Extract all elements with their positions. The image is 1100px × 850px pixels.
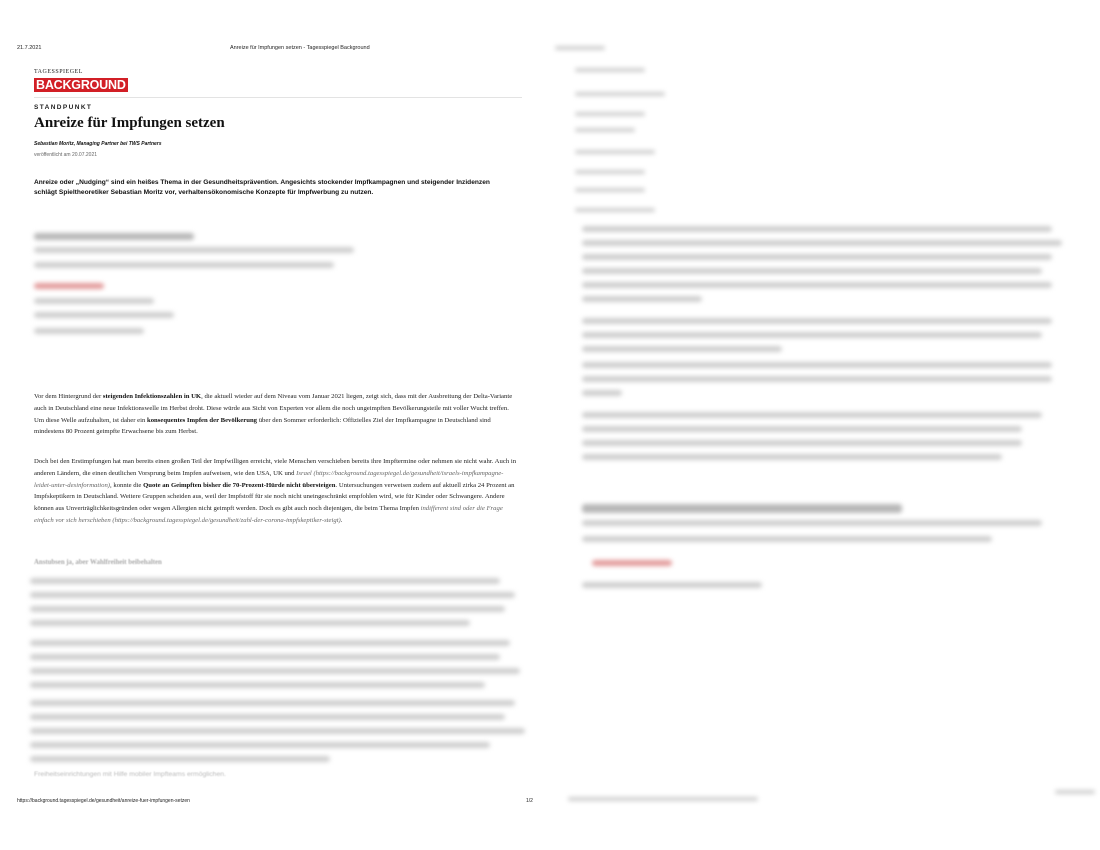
article-paragraph-1: Vor dem Hintergrund der steigenden Infektionszahlen in UK, die aktuell wieder auf dem Niveau vom Januar 2021 liegen, zeigt sich, dass mit der Ausbreitung der Delta-Variante auch in Deutschland eine neue Infektionswelle im Herbst droht. Diese würde aus Sicht von Experten vor allem die noch ungeimpften Bevölkerungsteile mit voller Wucht treffen. Um diese Welle aufzuhalten, ist daher ein konsequentes Impfen der Bevölkerung über den Sommer erforderlich: Offizielles Ziel der Impfkampagne in Deutschland sind mindestens 80 Prozent geimpfte Erwachsene bis zum Herbst.: [34, 393, 513, 436]
logo-box-text: BACKGROUND: [36, 78, 126, 92]
israel-link[interactable]: Israel (https://background.tagesspiegel.de/gesundheit/israels-impfkampagne-leidet-unter-desinformation): [34, 469, 504, 489]
print-header-date: 21.7.2021: [17, 45, 42, 51]
emphasis-vaccination-quota: Quote an Geimpften bisher die 70-Prozent-Hürde nicht übersteigen: [143, 481, 336, 489]
article-author: Sebastian Moritz, Managing Partner bei TWS Partners: [34, 141, 162, 147]
article-lead: Anreize oder „Nudging“ sind ein heißes Thema in der Gesundheitsprävention. Angesichts stockender Impfkampagnen und steigender Inzidenzen schlägt Spieltheoretiker Sebastian Moritz vor, verhaltensökonomische Konzepte für Impfwerbung zu nutzen.: [34, 179, 490, 196]
emphasis-infection-numbers: steigenden Infektionszahlen in UK: [102, 393, 202, 400]
article-kicker: STANDPUNKT: [34, 104, 93, 111]
impfskeptiker-link[interactable]: indifferent sind oder die Frage einfach vor sich herschieben (https://background.tagesspiegel.de/gesundheit/zahl-der-corona-impfskeptiker-steigt): [34, 505, 503, 524]
article-paragraph-2: Doch bei den Erstimpfungen hat man bereits einen großen Teil der Impfwilligen erreicht, viele Menschen verschieben bereits ihre Impftermine oder nehmen sie nicht wahr. Auch in anderen Ländern, die einen deutlichen Vorsprung beim Impfen aufweisen, wie den USA, UK und Israel (https://background.tagesspiegel.de/gesundheit/israels-impfkampagne-leidet-unter-desinformation), konnte die Quote an Geimpften bisher die 70-Prozent-Hürde nicht übersteigen. Untersuchungen verweisen zudem auf aktuell zirka 24 Prozent an Impfskeptikern in Deutschland. Weitere Gruppen scheiden aus, weil der Impfstoff für sie noch nicht uneingeschränkt empfohlen wird, wie für Kinder oder Schwangere. Andere können aus Unverträglichkeitsgründen oder wegen Allergien nicht geimpft werden. Doch es gibt auch noch diejenigen, die beim Thema Impfen indifferent sind oder die Frage einfach vor sich herschieben (https://background.tagesspiegel.de/gesundheit/zahl-der-corona-impfskeptiker-steigt).: [34, 458, 517, 524]
print-header-title: Anreize für Impfungen setzen - Tagesspiegel Background: [230, 45, 370, 51]
section-subheading: Anstubsen ja, aber Wahlfreiheit beibehalten: [34, 559, 162, 566]
print-footer-page-number: 1/2: [526, 798, 533, 804]
print-footer-url: https://background.tagesspiegel.de/gesundheit/anreize-fuer-impfungen-setzen: [17, 798, 190, 804]
figure-caption: Freiheitseinrichtungen mit Hilfe mobiler Impfteams ermöglichen.: [34, 771, 226, 778]
article-headline: Anreize für Impfungen setzen: [34, 115, 225, 131]
emphasis-consistent-vaccination: konsequentes Impfen der Bevölkerung: [146, 416, 258, 424]
header-divider: [34, 97, 522, 98]
tagesspiegel-background-logo[interactable]: [34, 69, 124, 91]
logo-top-text: TAGESSPIEGEL: [34, 69, 83, 75]
article-published-date: veröffentlicht am 20.07.2021: [34, 152, 98, 158]
